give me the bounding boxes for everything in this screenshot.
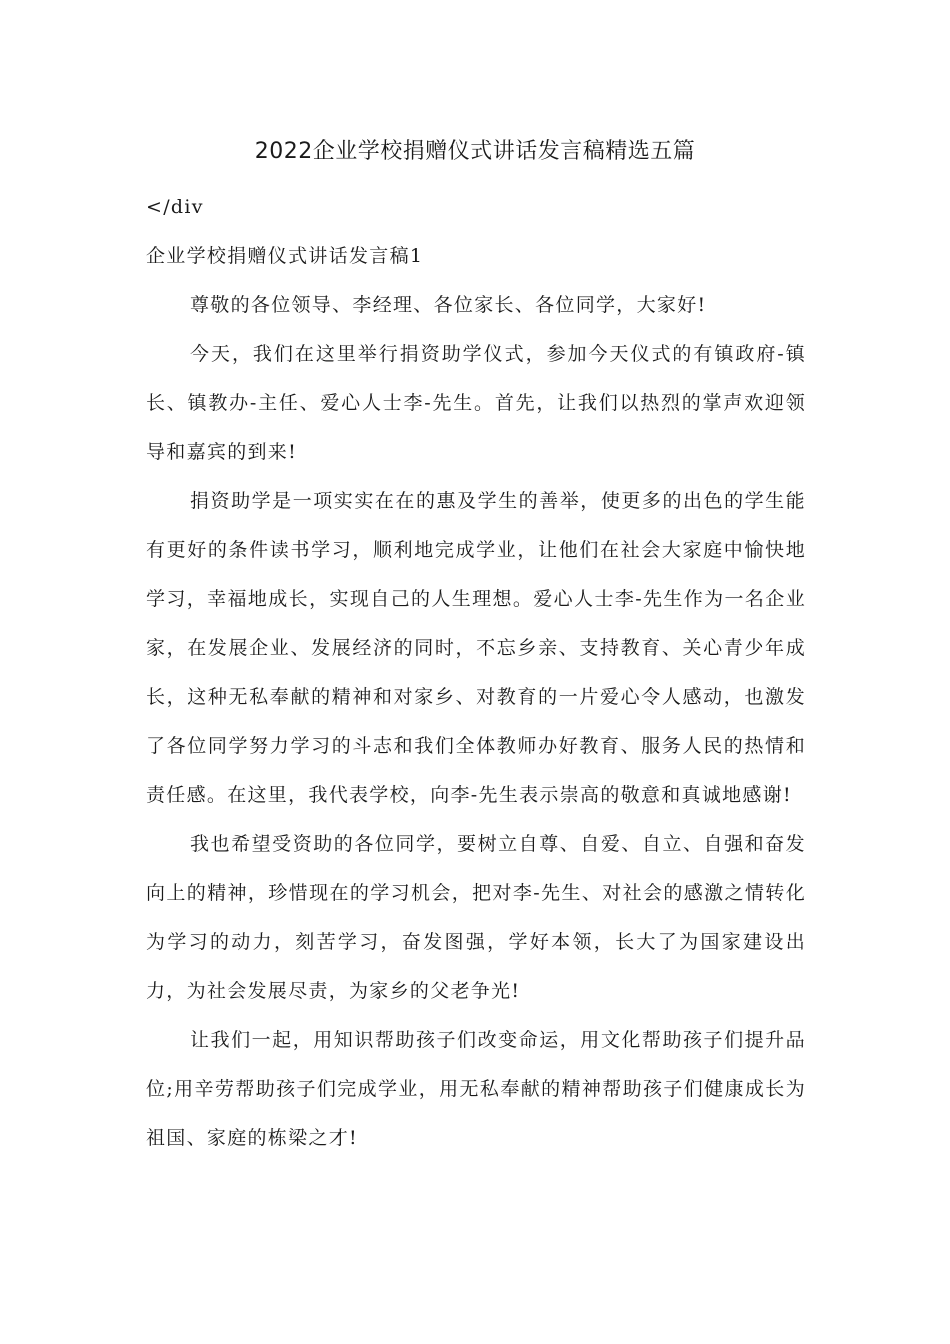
document-body: [146, 183, 806, 1163]
paragraph-greeting: 尊敬的各位领导、李经理、各位家长、各位同学，大家好!: [190, 294, 707, 316]
document-title: 2022企业学校捐赠仪式讲话发言稿精选五篇: [254, 139, 696, 164]
section-heading: 企业学校捐赠仪式讲话发言稿1: [146, 245, 424, 267]
paragraph-closing: 让我们一起，用知识帮助孩子们改变命运，用文化帮助孩子们提升品位;用辛劳帮助孩子们完成学业，用无私奉献的精神帮助孩子们健康成长为祖国、家庭的栋梁之才!: [146, 1029, 806, 1149]
paragraph-hope: 我也希望受资助的各位同学，要树立自尊、自爱、自立、自强和奋发向上的精神，珍惜现在的学习机会，把对李-先生、对社会的感激之情转化为学习的动力，刻苦学习，奋发图强，学好本领，长大了为国家建设出力，为社会发展尽责，为家乡的父老争光!: [146, 833, 806, 1002]
paragraph-donation: 捐资助学是一项实实在在的惠及学生的善举，使更多的出色的学生能有更好的条件读书学习，顺利地完成学业，让他们在社会大家庭中愉快地学习，幸福地成长，实现自己的人生理想。爱心人士李-先生作为一名企业家，在发展企业、发展经济的同时，不忘乡亲、支持教育、关心青少年成长，这种无私奉献的精神和对家乡、对教育的一片爱心令人感动，也激发了各位同学努力学习的斗志和我们全体教师办好教育、服务人民的热情和责任感。在这里，我代表学校，向李-先生表示崇高的敬意和真诚地感谢!: [146, 490, 806, 806]
paragraph-welcome: 今天，我们在这里举行捐资助学仪式，参加今天仪式的有镇政府-镇长、镇教办-主任、爱心人士李-先生。首先，让我们以热烈的掌声欢迎领导和嘉宾的到来!: [146, 343, 806, 463]
stray-tag-text: </div: [146, 196, 204, 218]
